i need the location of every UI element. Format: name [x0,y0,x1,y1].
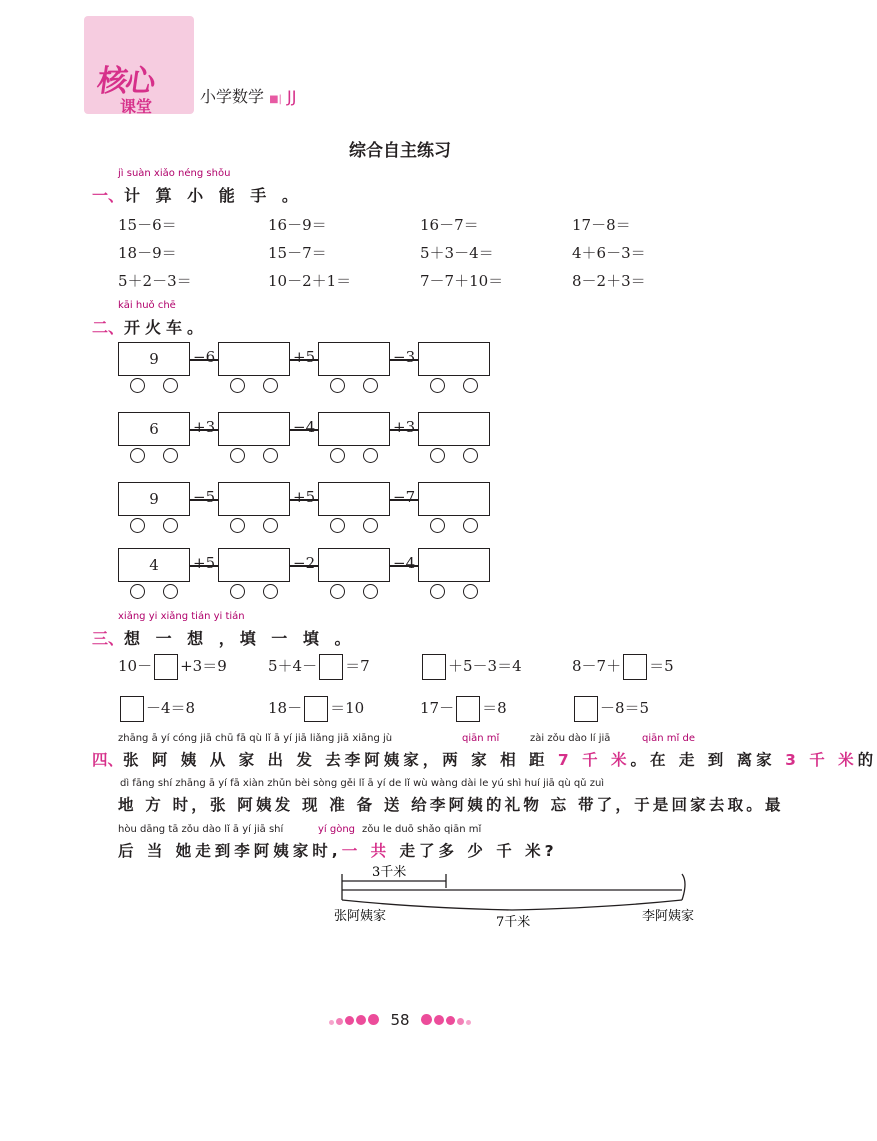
label-3km: 3千米 [372,865,407,880]
equation-right: －4＝8 [146,699,196,717]
fill-in-equation [118,696,195,722]
wheel [263,378,278,393]
distance-diagram [320,860,720,930]
wheel [463,584,478,599]
answer-box[interactable] [154,654,178,680]
distance-7km: 7 千 米 [557,751,631,769]
section2-heading [92,315,208,338]
section3-pinyin: xiǎng yi xiǎng tián yi tián [118,611,245,622]
section3-number: 三、 [92,629,125,648]
pinyin-1c: zài zǒu dào lí jiā [530,733,611,744]
wheel [363,584,378,599]
pinyin-1a: zhāng ā yí cóng jiā chū fā qù lǐ ā yí jiā liǎng jiā xiāng jù [118,733,393,744]
train-operation: −7 [393,488,416,506]
page-number: 58 [390,1011,410,1029]
train-car-blank[interactable] [218,342,290,376]
wheel [330,448,345,463]
equation-right: －8＝5 [600,699,650,717]
train-operation: +5 [193,554,216,572]
answer-box[interactable] [623,654,647,680]
equation-left: 5＋4－ [268,657,318,675]
pinyin-qianmi-2: qiān mǐ de [642,733,695,744]
wheel [363,378,378,393]
train-operation: +5 [293,348,316,366]
answer-box[interactable] [319,654,343,680]
wheel [230,448,245,463]
wheel [463,378,478,393]
footer-dots-right [420,1011,472,1029]
pinyin-qianmi-1: qiān mǐ [462,733,500,744]
train-car-start: 4 [118,548,190,582]
problem-line-3 [118,839,558,861]
section3-heading [92,626,355,649]
line3-part-a: 后 当 她走到李阿姨家时, [118,842,342,860]
section1-title: 计 算 小 能 手 。 [124,186,303,205]
train-operation: −4 [393,554,416,572]
pinyin-3c: zǒu le duō shǎo qiān mǐ [362,824,482,835]
label-7km: 7千米 [496,915,531,930]
section4-number: 四、 [92,751,124,769]
total-word: 一 共 [341,842,391,860]
problem-line-2: 地 方 时，张 阿姨发 现 准 备 送 给李阿姨的礼物 忘 带了，于是回家去取。最 [118,796,784,814]
wheel [163,584,178,599]
equation-left: 17－ [420,699,455,717]
wheel [130,584,145,599]
train-car-start: 9 [118,342,190,376]
equation-right: ＝5 [649,657,674,675]
edition-label: JJ [287,87,297,106]
equation: 15－6＝ [118,216,177,234]
train-operation: +3 [393,418,416,436]
wheel [430,378,445,393]
train-car-blank[interactable] [318,482,390,516]
pinyin-3a: hòu dāng tā zǒu dào lǐ ā yí jiā shí [118,824,284,835]
separator: ■| [269,94,282,105]
train-operation: −6 [193,348,216,366]
answer-box[interactable] [456,696,480,722]
line3-part-c: 走了多 少 千 米? [390,842,558,860]
section4-pinyin-line1 [118,733,392,744]
equation-right: +3＝9 [180,657,227,675]
equation-right: ＋5－3＝4 [448,657,522,675]
footer-dots-left [328,1011,380,1029]
train-car-blank[interactable] [318,412,390,446]
equation: 10－2＋1＝ [268,272,352,290]
equation: 16－7＝ [420,216,479,234]
wheel [330,584,345,599]
answer-box[interactable] [574,696,598,722]
wheel [430,584,445,599]
train-car-blank[interactable] [318,548,390,582]
section4-pinyin-line2: dì fāng shí zhāng ā yí fā xiàn zhǔn bèi sòng gěi lǐ ā yí de lǐ wù wàng dài le yú shì huí jiā qù qǔ zuì [120,778,605,789]
wheel [330,378,345,393]
wheel [163,448,178,463]
fill-in-equation [572,654,674,680]
page-title: 综合自主练习 [349,141,451,161]
wheel [230,584,245,599]
line1-part-a: 张 阿 姨 从 家 出 发 去李阿姨家，两 家 相 距 [123,751,558,769]
train-car-start: 9 [118,482,190,516]
wheel [363,518,378,533]
fill-in-equation [268,654,370,680]
label-zhang-home: 张阿姨家 [334,909,387,924]
wheel [330,518,345,533]
section3-title: 想 一 想 ，填 一 填 。 [124,629,356,648]
wheel [163,518,178,533]
problem-line-1 [92,748,877,770]
wheel [430,518,445,533]
train-car-start: 6 [118,412,190,446]
equation: 5＋3－4＝ [420,244,494,262]
wheel [230,518,245,533]
train-car-blank[interactable] [318,342,390,376]
answer-box[interactable] [304,696,328,722]
train-car-blank[interactable] [418,482,490,516]
fill-in-equation [118,654,227,680]
section2-pinyin: kāi huǒ chē [118,300,176,311]
subject-header [200,84,296,107]
section1-heading [92,183,303,206]
wheel [163,378,178,393]
wheel [263,448,278,463]
wheel [430,448,445,463]
equation: 4＋6－3＝ [572,244,646,262]
equation: 5＋2－3＝ [118,272,192,290]
wheel [130,378,145,393]
wheel [130,518,145,533]
equation: 18－9＝ [118,244,177,262]
equation-right: ＝8 [482,699,507,717]
equation: 7－7＋10＝ [420,272,504,290]
fill-in-equation [420,654,522,680]
logo-text-ketang: 课堂 [120,97,153,116]
equation: 17－8＝ [572,216,631,234]
equation-right: ＝7 [345,657,370,675]
distance-3km: 3 千 米 [785,751,858,769]
train-operation: +3 [193,418,216,436]
train-car-blank[interactable] [218,482,290,516]
section2-title: 开火车。 [124,318,209,337]
section1-pinyin: jì suàn xiǎo néng shǒu [118,168,231,179]
fill-in-equation [420,696,507,722]
train-operation: −4 [293,418,316,436]
fill-in-equation [572,696,649,722]
wheel [363,448,378,463]
wheel [263,518,278,533]
train-operation: −5 [193,488,216,506]
train-car-blank[interactable] [218,412,290,446]
equation-left: 8－7＋ [572,657,622,675]
train-car-blank[interactable] [418,548,490,582]
page-footer [0,1011,800,1029]
equation: 8－2＋3＝ [572,272,646,290]
equation: 15－7＝ [268,244,327,262]
train-operation: +5 [293,488,316,506]
wheel [463,448,478,463]
wheel [463,518,478,533]
equation-left: 18－ [268,699,303,717]
answer-box[interactable] [120,696,144,722]
subject-name: 小学数学 [200,87,265,106]
logo-text-hexin: 核心 [95,64,156,99]
train-car-blank[interactable] [418,342,490,376]
line1-part-c: 。在 走 到 离家 [630,751,786,769]
section1-number: 一、 [92,186,125,205]
equation-right: ＝10 [330,699,365,717]
train-car-blank[interactable] [418,412,490,446]
label-li-home: 李阿姨家 [642,909,695,924]
answer-box[interactable] [422,654,446,680]
line1-part-e: 的 [857,751,877,769]
train-car-blank[interactable] [218,548,290,582]
equation: 16－9＝ [268,216,327,234]
wheel [263,584,278,599]
wheel [130,448,145,463]
equation-left: 10－ [118,657,153,675]
train-operation: −2 [293,554,316,572]
pinyin-yigong: yí gòng [318,824,356,835]
fill-in-equation [268,696,364,722]
wheel [230,378,245,393]
section2-number: 二、 [92,318,125,337]
train-operation: −3 [393,348,416,366]
